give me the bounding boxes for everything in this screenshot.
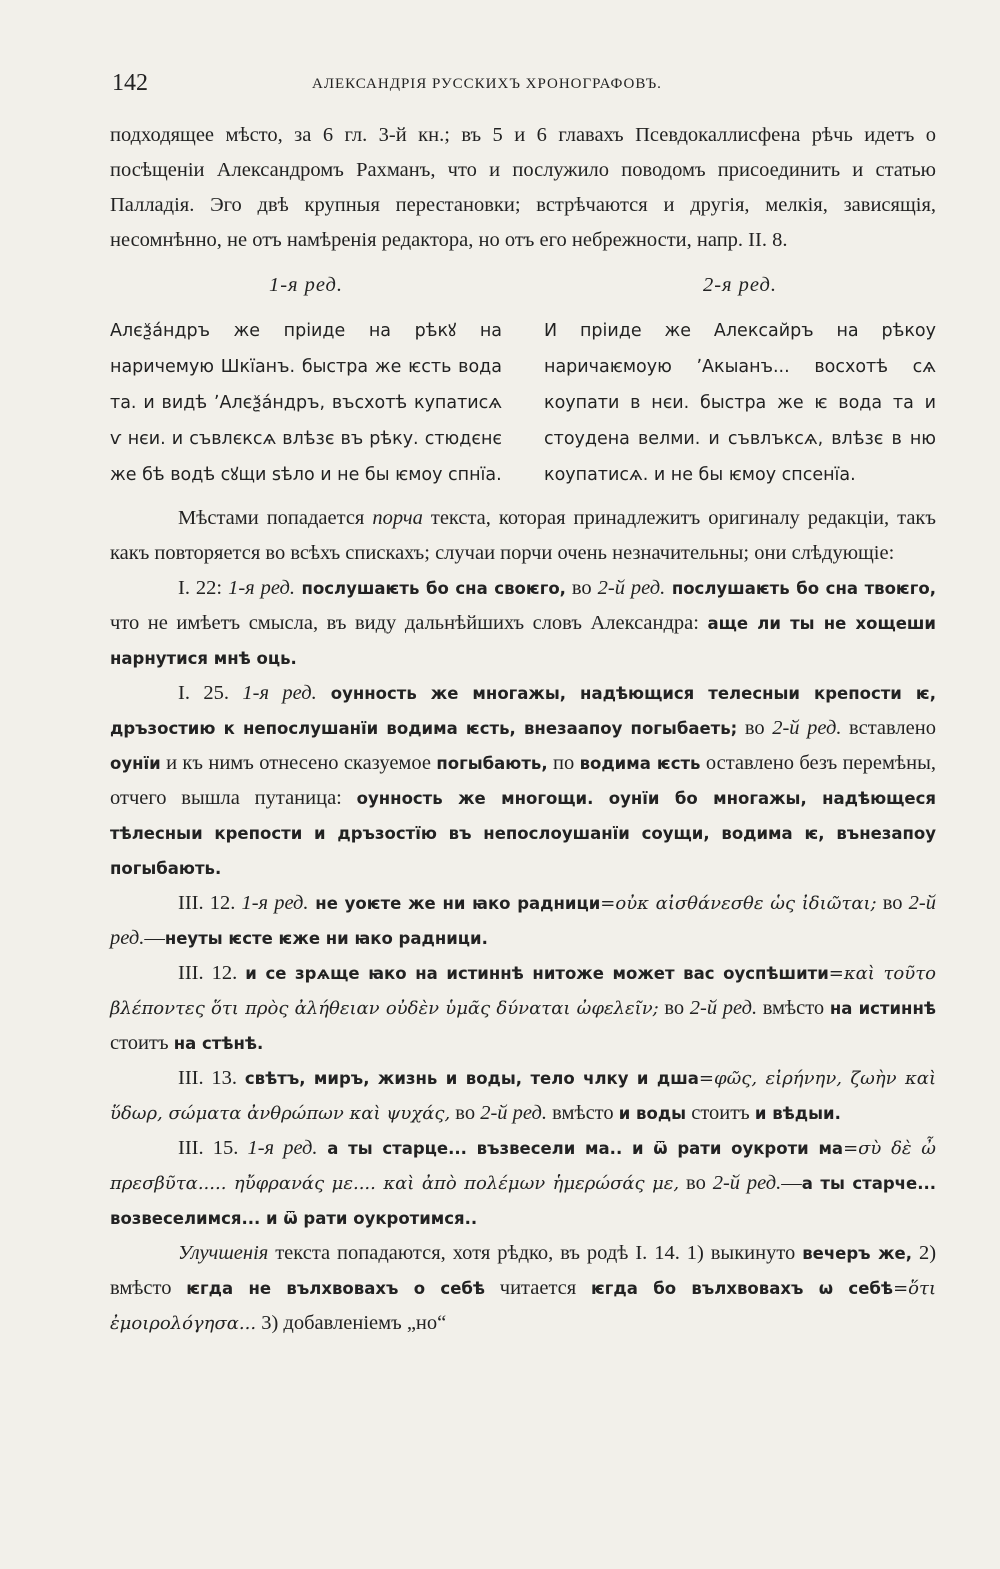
slavonic-quote: послушаѥть бо сна твоѥго, [665,579,936,598]
text-run: читается [485,1277,591,1299]
redaction-label: 1-я ред. [242,682,317,704]
column-text: Алєѯа́ндръ же пріиде на рѣкꙋ на наричемую Шкїанъ. быстра же ѥсть вода та. и видѣ ʼАлєѯа́ндръ, въсхотѣ купатисѧ ѵ нєи. и съвлєксѧ влѣзє въ рѣку. стюдєнє же бѣ водѣ сꙋщи ѕѣло и не бы ѥмоу спнїа. [110,321,502,485]
text-run: — [781,1172,802,1194]
paragraph-improvements [110,1236,936,1341]
greek-quote: =καὶ τοῦτο βλέποντες ὅτι πρὸς ἀλήθειαν οὐδὲν ὑμᾶς δύναται ὠφελεῖν; [110,963,937,1019]
column-heading: 2-я ред. [702,274,778,296]
intro-paragraph: подходящее мѣсто, за 6 гл. 3-й кн.; въ 5 и 6 главахъ Псевдокаллисфена рѣчь идетъ о посѣщеніи Александромъ Рахманъ, что и послужило поводомъ присоединить и статью Палладія. Эго двѣ крупныя перестановки; встрѣчаются и другія, мелкія, зависящія, несомнѣнно, не отъ намѣренія редактора, но отъ его небрежности, напр. II. 8. [110,124,936,251]
text-run: оставлено безъ перемѣны, отчего вышла путаница: [110,752,936,809]
slavonic-quote: а ты старце... възвесели ма.. и ѿ рати оукроти ма [317,1139,844,1158]
paragraph-iii-13 [110,1061,936,1131]
text-run: Мѣстами попадается [178,507,373,529]
text-run: во [737,717,773,739]
redaction-label: 2-й ред. [712,1172,782,1194]
slavonic-quote: ѥгда не вълхвовахъ о себѣ [186,1279,486,1298]
slavonic-quote: и вѣдыи. [754,1104,841,1123]
paragraph-i-22 [110,571,936,676]
redaction-label: 2-й ред. [480,1102,548,1124]
redaction-label: 2-й ред. [597,577,666,599]
text-run: что не имѣетъ смысла, въ виду дальнѣйшихъ словъ Александра: [110,612,708,634]
column-text: И пріиде же Алексайръ на рѣкоу наричаѥмоую ʼАкыанъ... восхотѣ сѧ коупати в нєи. быстра же ѥ вода та и стоудена велми. и съвлъксѧ, влѣзє в ню коупатисѧ. и не бы ѥмоу спсенїа. [544,321,936,485]
slavonic-quote: аще ли ты не хощеши нарнутися мнѣ оць. [110,614,936,668]
slavonic-quote: не уоѥте же ни ꙗко радници [308,894,601,913]
slavonic-quote: послушаѥть бо сна своѥго, [294,579,566,598]
text-run: I. 22: [178,577,229,599]
paragraph-iii-12-a [110,886,936,956]
greek-quote: =οὐκ αἰσθάνεσθε ὡς ἰδιῶται; [600,893,877,914]
redaction-label: 2-й ред. [772,717,842,739]
text-run: вмѣсто [757,997,830,1019]
text-run: 3) добавленіемъ „но“ [256,1312,447,1334]
text-run: вмѣсто [547,1102,619,1124]
redaction-label: 2-й ред. [110,892,936,949]
slavonic-quote: на истиннѣ [829,999,936,1018]
text-run: III. 12. [178,892,242,914]
text-run: во [565,577,598,599]
slavonic-quote: а ты старче... возвеселимся... и ѿ рати оукротимся.. [110,1174,936,1228]
text-run: III. 13. [178,1067,245,1089]
greek-quote: =ὅτι ἐμοιρολόγησα... [110,1278,936,1334]
slavonic-quote: неуты ѥсте ѥже ни ꙗко радници. [164,929,488,948]
emphasis-run: порча [372,507,423,529]
parallel-columns [110,268,936,493]
text-run: 2) вмѣсто [110,1242,937,1299]
greek-quote: =φῶς, εἰρήνην, ζωὴν καὶ ὕδωρ, σώματα ἀνθρώπων καὶ ψυχάς, [110,1068,937,1124]
slavonic-quote: и воды [618,1104,687,1123]
redaction-label: 1-я ред. [228,577,295,599]
slavonic-quote: на стѣнѣ. [173,1034,264,1053]
paragraph-iii-15 [110,1131,936,1236]
slavonic-quote: свѣтъ, миръ, жизнь и воды, тело члку и дша [244,1069,699,1088]
paragraph-iii-12-b [110,956,936,1061]
text-run: во [679,1172,713,1194]
running-head: АЛЕКСАНДРІЯ РУССКИХЪ ХРОНОГРАФОВЪ. [312,76,662,92]
redaction-label: 1-я ред. [247,1137,318,1159]
text-run: во [658,997,690,1019]
slavonic-quote: водима ѥсть [579,754,701,773]
text-run: текста, которая принадлежитъ оригиналу редакціи, такъ какъ повторяется во всѣхъ спискахъ; случаи порчи очень незначительны; они слѣдующіе: [110,507,936,564]
redaction-label: 2-й ред. [689,997,758,1019]
redaction-label: 1-я ред. [241,892,309,914]
paragraph-i-25 [110,676,936,886]
text-run: по [547,752,580,774]
slavonic-quote: оунїи [110,754,161,773]
text-run: III. 12. [178,962,246,984]
paragraph-corruption [110,501,936,571]
slavonic-quote: оунность же многажы, надѣющися телесныи крепости ѥ, дръзостию к непослушанїи водима ѥсть, внезаапоу погыбаеть; [110,684,936,738]
text-run: стоитъ [686,1102,755,1124]
column-first-redaction [110,268,502,493]
text-run: — [144,927,165,949]
column-second-redaction [544,268,936,493]
text-run: III. 15. [178,1137,248,1159]
slavonic-quote: и се зрѧще ꙗко на истиннѣ нитоже может вас оуспѣшити [245,964,829,983]
page-body [110,118,936,1341]
text-run: и къ нимъ отнесено сказуемое [160,752,437,774]
text-run: вставлено [841,717,936,739]
text-run: во [450,1102,481,1124]
slavonic-quote: ѥгда бо вълхвовахъ ω себѣ [590,1279,894,1298]
page-header [112,70,920,106]
slavonic-quote: оунность же многощи. оунїи бо многажы, надѣющеся тѣлесныи крепости и дръзостїю въ непослоушанїи соущи, водима ѥ, вънезапоу погыбають. [110,789,936,878]
text-run: стоитъ [110,1032,174,1054]
column-heading: 1-я ред. [268,274,344,296]
text-run: во [876,892,909,914]
page-number: 142 [112,70,148,96]
greek-quote: =σὺ δὲ ὦ πρεσβῦτα..... ηὔφρανάς με.... καὶ ἀπὸ πολέμων ἡμερώσάς με, [110,1138,936,1194]
text-run: I. 25. [178,682,243,704]
slavonic-quote: вечеръ же, [802,1244,913,1263]
text-run: текста попадаются, хотя рѣдко, въ родѣ I. 14. 1) выкинуто [268,1242,803,1264]
slavonic-quote: погыбають, [436,754,548,773]
emphasis-run: Улучшенія [178,1242,269,1264]
